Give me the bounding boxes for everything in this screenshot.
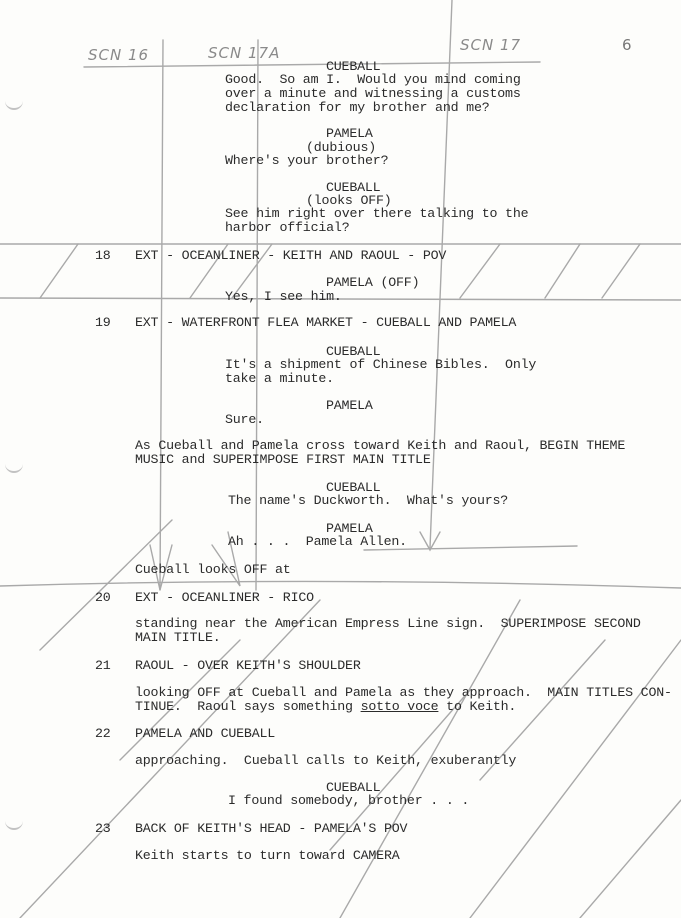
margin-note-scn16: SCN 16 [88, 46, 150, 64]
action-line: looking OFF at Cueball and Pamela as they approach. MAIN TITLES CON- [135, 685, 672, 700]
action-line: MAIN TITLE. [135, 630, 221, 645]
dialogue-line: Sure. [225, 412, 264, 427]
scene-heading: BACK OF KEITH'S HEAD - PAMELA'S POV [135, 821, 408, 836]
character-name: PAMELA [326, 126, 373, 141]
dialogue-line: I found somebody, brother . . . [228, 793, 470, 808]
dialogue-line: See him right over there talking to the [225, 206, 529, 221]
scene-number: 20 [95, 590, 111, 605]
scene-number: 22 [95, 726, 111, 741]
margin-note-scn17a: SCN 17A [208, 44, 281, 62]
punch-hole-middle [5, 455, 23, 473]
dialogue-line: Where's your brother? [225, 153, 389, 168]
dialogue-line: It's a shipment of Chinese Bibles. Only [225, 357, 537, 372]
parenthetical: (looks OFF) [306, 193, 392, 208]
scene-number: 23 [95, 821, 111, 836]
parenthetical: (dubious) [306, 140, 377, 155]
character-name: CUEBALL [326, 480, 381, 495]
dialogue-line: The name's Duckworth. What's yours? [228, 493, 509, 508]
scene-heading: PAMELA AND CUEBALL [135, 726, 276, 741]
character-name: PAMELA [326, 398, 373, 413]
scene-number: 21 [95, 658, 111, 673]
dialogue-line: take a minute. [225, 371, 334, 386]
dialogue-line: Ah . . . Pamela Allen. [228, 534, 407, 549]
character-name: CUEBALL [326, 180, 381, 195]
underlined-phrase: sotto voce [360, 699, 439, 714]
scene-heading: EXT - WATERFRONT FLEA MARKET - CUEBALL AND PAMELA [135, 315, 517, 330]
scene-heading: EXT - OCEANLINER - KEITH AND RAOUL - POV [135, 248, 447, 263]
character-name: CUEBALL [326, 59, 381, 74]
character-name: PAMELA (OFF) [326, 275, 420, 290]
scene-number: 18 [95, 248, 111, 263]
dialogue-line: Yes, I see him. [225, 289, 342, 304]
scene-number: 19 [95, 315, 111, 330]
dialogue-line: declaration for my brother and me? [225, 100, 490, 115]
top-scene-rule [84, 62, 540, 67]
dialogue-line: over a minute and witnessing a customs [225, 86, 521, 101]
page-number: 6 [622, 36, 632, 54]
action-line: TINUE. Raoul says something sotto voce to Keith. [135, 699, 517, 714]
scene-20-rule [0, 581, 681, 588]
action-line: approaching. Cueball calls to Keith, exuberantly [135, 753, 517, 768]
action-line: MUSIC and SUPERIMPOSE FIRST MAIN TITLE [135, 452, 431, 467]
dialogue-line: harbor official? [225, 220, 350, 235]
margin-note-scn17: SCN 17 [460, 36, 522, 54]
scene-heading: EXT - OCEANLINER - RICO [135, 590, 314, 605]
punch-hole-top [5, 92, 23, 110]
action-line: Keith starts to turn toward CAMERA [135, 848, 400, 863]
action-line: As Cueball and Pamela cross toward Keith and Raoul, BEGIN THEME [135, 438, 626, 453]
scene-heading: RAOUL - OVER KEITH'S SHOULDER [135, 658, 361, 673]
character-name: CUEBALL [326, 344, 381, 359]
punch-hole-bottom [5, 812, 23, 830]
dialogue-line: Good. So am I. Would you mind coming [225, 72, 521, 87]
character-name: CUEBALL [326, 780, 381, 795]
action-line: standing near the American Empress Line sign. SUPERIMPOSE SECOND [135, 616, 641, 631]
character-name: PAMELA [326, 521, 373, 536]
action-line: Cueball looks OFF at [135, 562, 291, 577]
